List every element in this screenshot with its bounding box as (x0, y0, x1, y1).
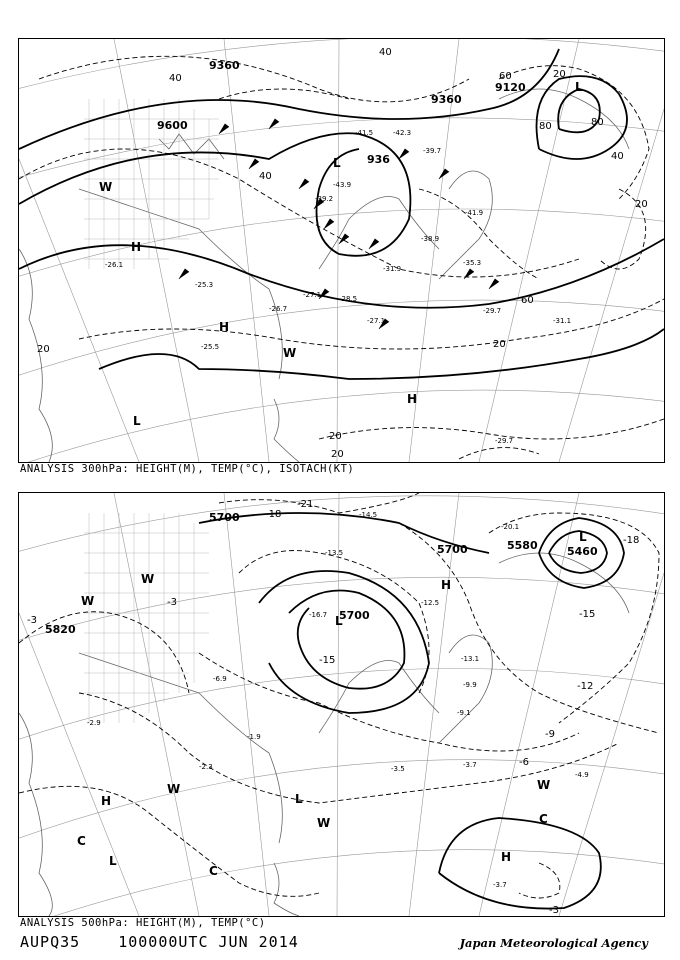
terrain-hatch (84, 513, 209, 723)
high-center: H (441, 578, 452, 592)
temp-label: -9.9 (463, 681, 477, 689)
warm-center: W (537, 778, 551, 792)
cold-center: C (77, 834, 86, 848)
product-id: AUPQ35 (20, 933, 81, 951)
temp-label: -42.3 (393, 129, 412, 137)
temp-label: -4.9 (575, 771, 589, 779)
temp-label: -3.5 (391, 765, 405, 773)
warm-center: W (99, 180, 113, 194)
temp-label: -29.7 (483, 307, 502, 315)
isotach-label: 40 (611, 151, 624, 162)
graticule-latitudes (19, 496, 664, 916)
cold-center: C (539, 812, 548, 826)
high-center: H (101, 794, 112, 808)
low-center: L (335, 614, 343, 628)
high-center: H (501, 850, 512, 864)
isotherm-label: -3 (549, 905, 559, 916)
temp-label: -12.5 (421, 599, 440, 607)
map-500hpa-svg (19, 493, 664, 916)
temp-label: -39.2 (315, 195, 334, 203)
isotach-label: 80 (539, 121, 552, 132)
isotach-label: 40 (169, 73, 182, 84)
cold-center: C (209, 864, 218, 878)
low-center: L (579, 530, 587, 544)
temp-label: -43.9 (333, 181, 352, 189)
isotach-label: 60 (521, 295, 534, 306)
temp-label: -13.5 (325, 549, 344, 557)
pressure-centers (77, 530, 587, 878)
temp-label: -2.3 (199, 763, 213, 771)
high-center: H (407, 392, 418, 406)
temp-label: -29.7 (495, 437, 514, 445)
temp-label: -41.5 (355, 129, 374, 137)
isotherm-label: -15 (319, 655, 336, 666)
isotach-label: 20 (553, 69, 566, 80)
isotherm-label: -3 (167, 597, 177, 608)
height-label: 5820 (45, 623, 76, 636)
agency-name: Japan Meteorological Agency (459, 936, 648, 950)
low-center: L (575, 80, 583, 94)
isotach-label: 20 (329, 431, 342, 442)
temp-label: -2.9 (87, 719, 101, 727)
height-label: 5700 (339, 609, 370, 622)
height-label: 9120 (495, 81, 526, 94)
temp-label: -13.1 (461, 655, 480, 663)
isotach-label: 20 (37, 344, 50, 355)
height-label: 5700 (209, 511, 240, 524)
caption-300hpa: ANALYSIS 300hPa: HEIGHT(M), TEMP(°C), ISOTACH(KT) (20, 463, 355, 475)
graticule-latitudes (19, 39, 664, 462)
temp-label: -3.7 (463, 761, 477, 769)
map-300hpa-svg (19, 39, 664, 462)
low-center: L (133, 414, 141, 428)
temp-label: -16.7 (309, 611, 328, 619)
isotach-label: 20 (331, 449, 344, 460)
chart-identifier (20, 933, 327, 951)
temp-label: -26.1 (105, 261, 124, 269)
temp-label: -38.9 (421, 235, 440, 243)
temp-label: -25.5 (201, 343, 220, 351)
temp-label: -31.1 (553, 317, 572, 325)
low-center: L (295, 792, 303, 806)
caption-500hpa: ANALYSIS 500hPa: HEIGHT(M), TEMP(°C) (20, 917, 266, 929)
isotach-label: 20 (635, 199, 648, 210)
temp-label: -14.5 (359, 511, 378, 519)
isotach-label: 40 (379, 47, 392, 58)
warm-center: W (141, 572, 155, 586)
temp-label: -31.9 (383, 265, 402, 273)
isotherm-label: -18 (265, 509, 282, 520)
warm-center: W (317, 816, 331, 830)
isotherm-label: -9 (545, 729, 555, 740)
isotach-label: 20 (493, 339, 506, 350)
height-label: 9360 (209, 59, 240, 72)
isotach-contours (19, 56, 664, 459)
height-label: 5460 (567, 545, 598, 558)
temp-label: -25.3 (195, 281, 214, 289)
height-label: 5700 (437, 543, 468, 556)
temp-label: -35.3 (463, 259, 482, 267)
low-center: L (109, 854, 117, 868)
temp-label: -26.7 (269, 305, 288, 313)
isotherm-label: -21 (297, 499, 314, 510)
isotach-labels (37, 47, 648, 460)
temp-label: -3.7 (493, 881, 507, 889)
warm-center: W (283, 346, 297, 360)
low-center: L (333, 156, 341, 170)
isotach-label: 80 (591, 117, 604, 128)
height-label: 9600 (157, 119, 188, 132)
high-center: H (131, 240, 142, 254)
temp-label: -20.1 (501, 523, 520, 531)
height-label: 936 (367, 153, 390, 166)
warm-center: W (167, 782, 181, 796)
isotherm-label: -3 (27, 615, 37, 626)
isotherm-label: -18 (623, 535, 640, 546)
high-center: H (219, 320, 230, 334)
warm-center: W (81, 594, 95, 608)
isotherm-label: -6 (519, 757, 529, 768)
height-label: 9360 (431, 93, 462, 106)
temp-label: -39.7 (423, 147, 442, 155)
temp-label: -27.1 (303, 291, 322, 299)
temp-label: -27.1 (367, 317, 386, 325)
temp-label: -28.5 (339, 295, 358, 303)
isotach-label: 40 (259, 171, 272, 182)
map-panel-300hpa (18, 38, 665, 463)
isotherm-label: -15 (579, 609, 596, 620)
isotherm-label: -12 (577, 681, 594, 692)
graticule-longitudes (19, 39, 664, 462)
map-panel-500hpa (18, 492, 665, 917)
temp-label: -9.1 (457, 709, 471, 717)
temp-label: -41.9 (465, 209, 484, 217)
temp-label: -1.9 (247, 733, 261, 741)
valid-time: 100000UTC JUN 2014 (118, 933, 299, 951)
height-label: 5580 (507, 539, 538, 552)
isotach-label: 60 (499, 71, 512, 82)
temp-label: -6.9 (213, 675, 227, 683)
